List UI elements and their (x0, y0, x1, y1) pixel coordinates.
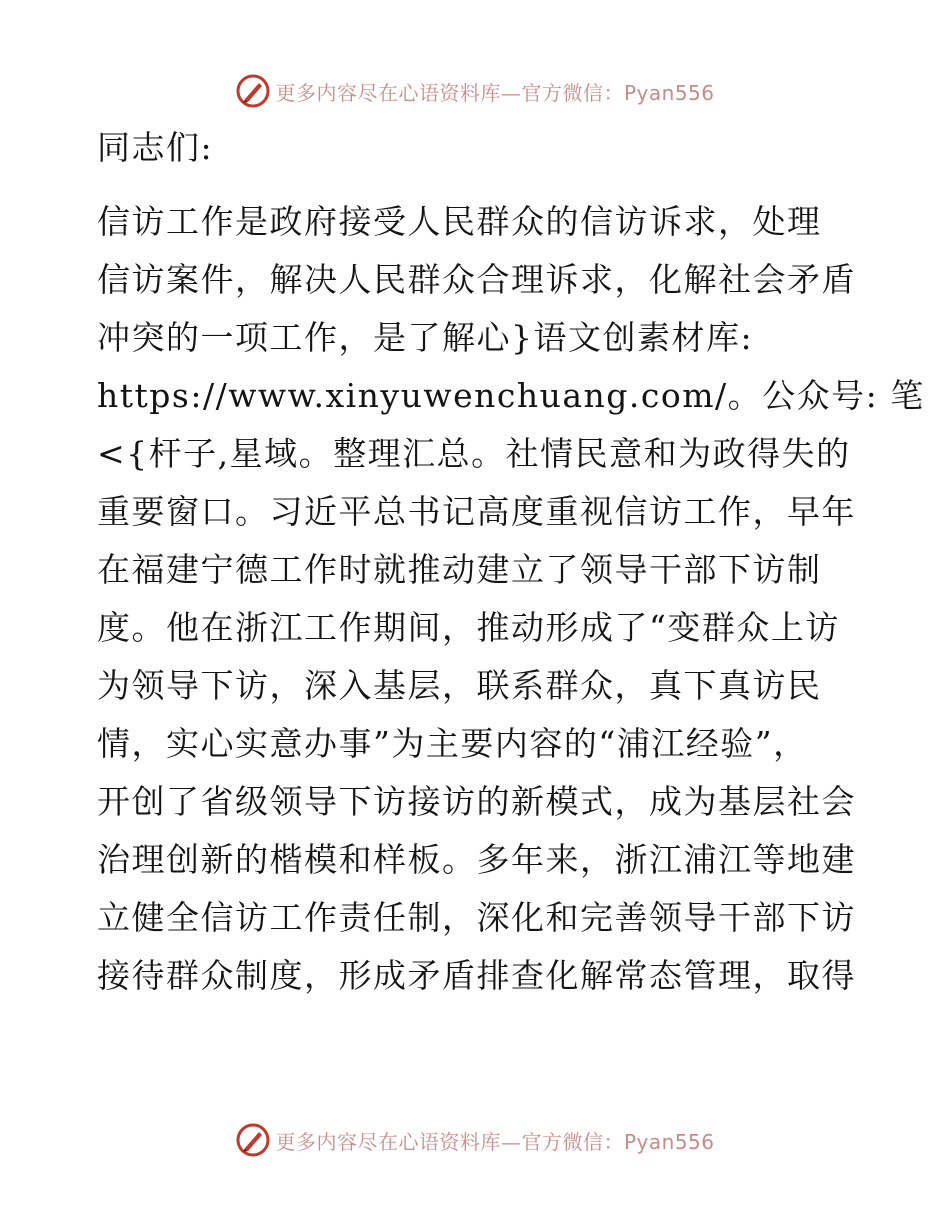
header-wechat-id: Pyan556 (623, 80, 715, 105)
paragraph-line: 度。他在浙江工作期间，推动形成了“变群众上访 (97, 608, 840, 647)
footer-banner-text: 更多内容尽在心语资料库—官方微信：Pyan556 (275, 1129, 715, 1154)
pen-logo-icon (235, 1122, 271, 1158)
paragraph-line: https://www.xinyuwenchuang.com/。公众号: 笔 (97, 376, 925, 415)
header-watermark-banner (0, 71, 950, 111)
pen-logo-icon (235, 73, 271, 109)
paragraph-line: 治理创新的楷模和样板。多年来，浙江浦江等地建 (97, 840, 856, 879)
paragraph-line: 冲突的一项工作，是了解心}语文创素材库: (97, 318, 754, 357)
greeting: 同志们: (97, 128, 214, 167)
header-banner-text: 更多内容尽在心语资料库—官方微信：Pyan556 (275, 80, 715, 105)
footer-watermark-banner (0, 1120, 950, 1160)
paragraph-line: <{杆子,星域。整理汇总。社情民意和为政得失的 (97, 434, 851, 473)
paragraph-line: 情，实心实意办事”为主要内容的“浦江经验”， (97, 724, 808, 763)
paragraph-line: 在福建宁德工作时就推动建立了领导干部下访制 (97, 550, 822, 589)
paragraph-line: 开创了省级领导下访接访的新模式，成为基层社会 (97, 782, 856, 821)
paragraph-line: 信访工作是政府接受人民群众的信访诉求，处理 (97, 202, 822, 241)
paragraph-line: 重要窗口。习近平总书记高度重视信访工作，早年 (97, 492, 856, 531)
paragraph-line: 为领导下访，深入基层，联系群众，真下真访民 (97, 666, 822, 705)
footer-wechat-id: Pyan556 (623, 1129, 715, 1154)
paragraph-line: 接待群众制度，形成矛盾排查化解常态管理，取得 (97, 956, 856, 995)
paragraph-line: 信访案件，解决人民群众合理诉求，化解社会矛盾 (97, 260, 856, 299)
paragraph-line: 立健全信访工作责任制，深化和完善领导干部下访 (97, 898, 856, 937)
